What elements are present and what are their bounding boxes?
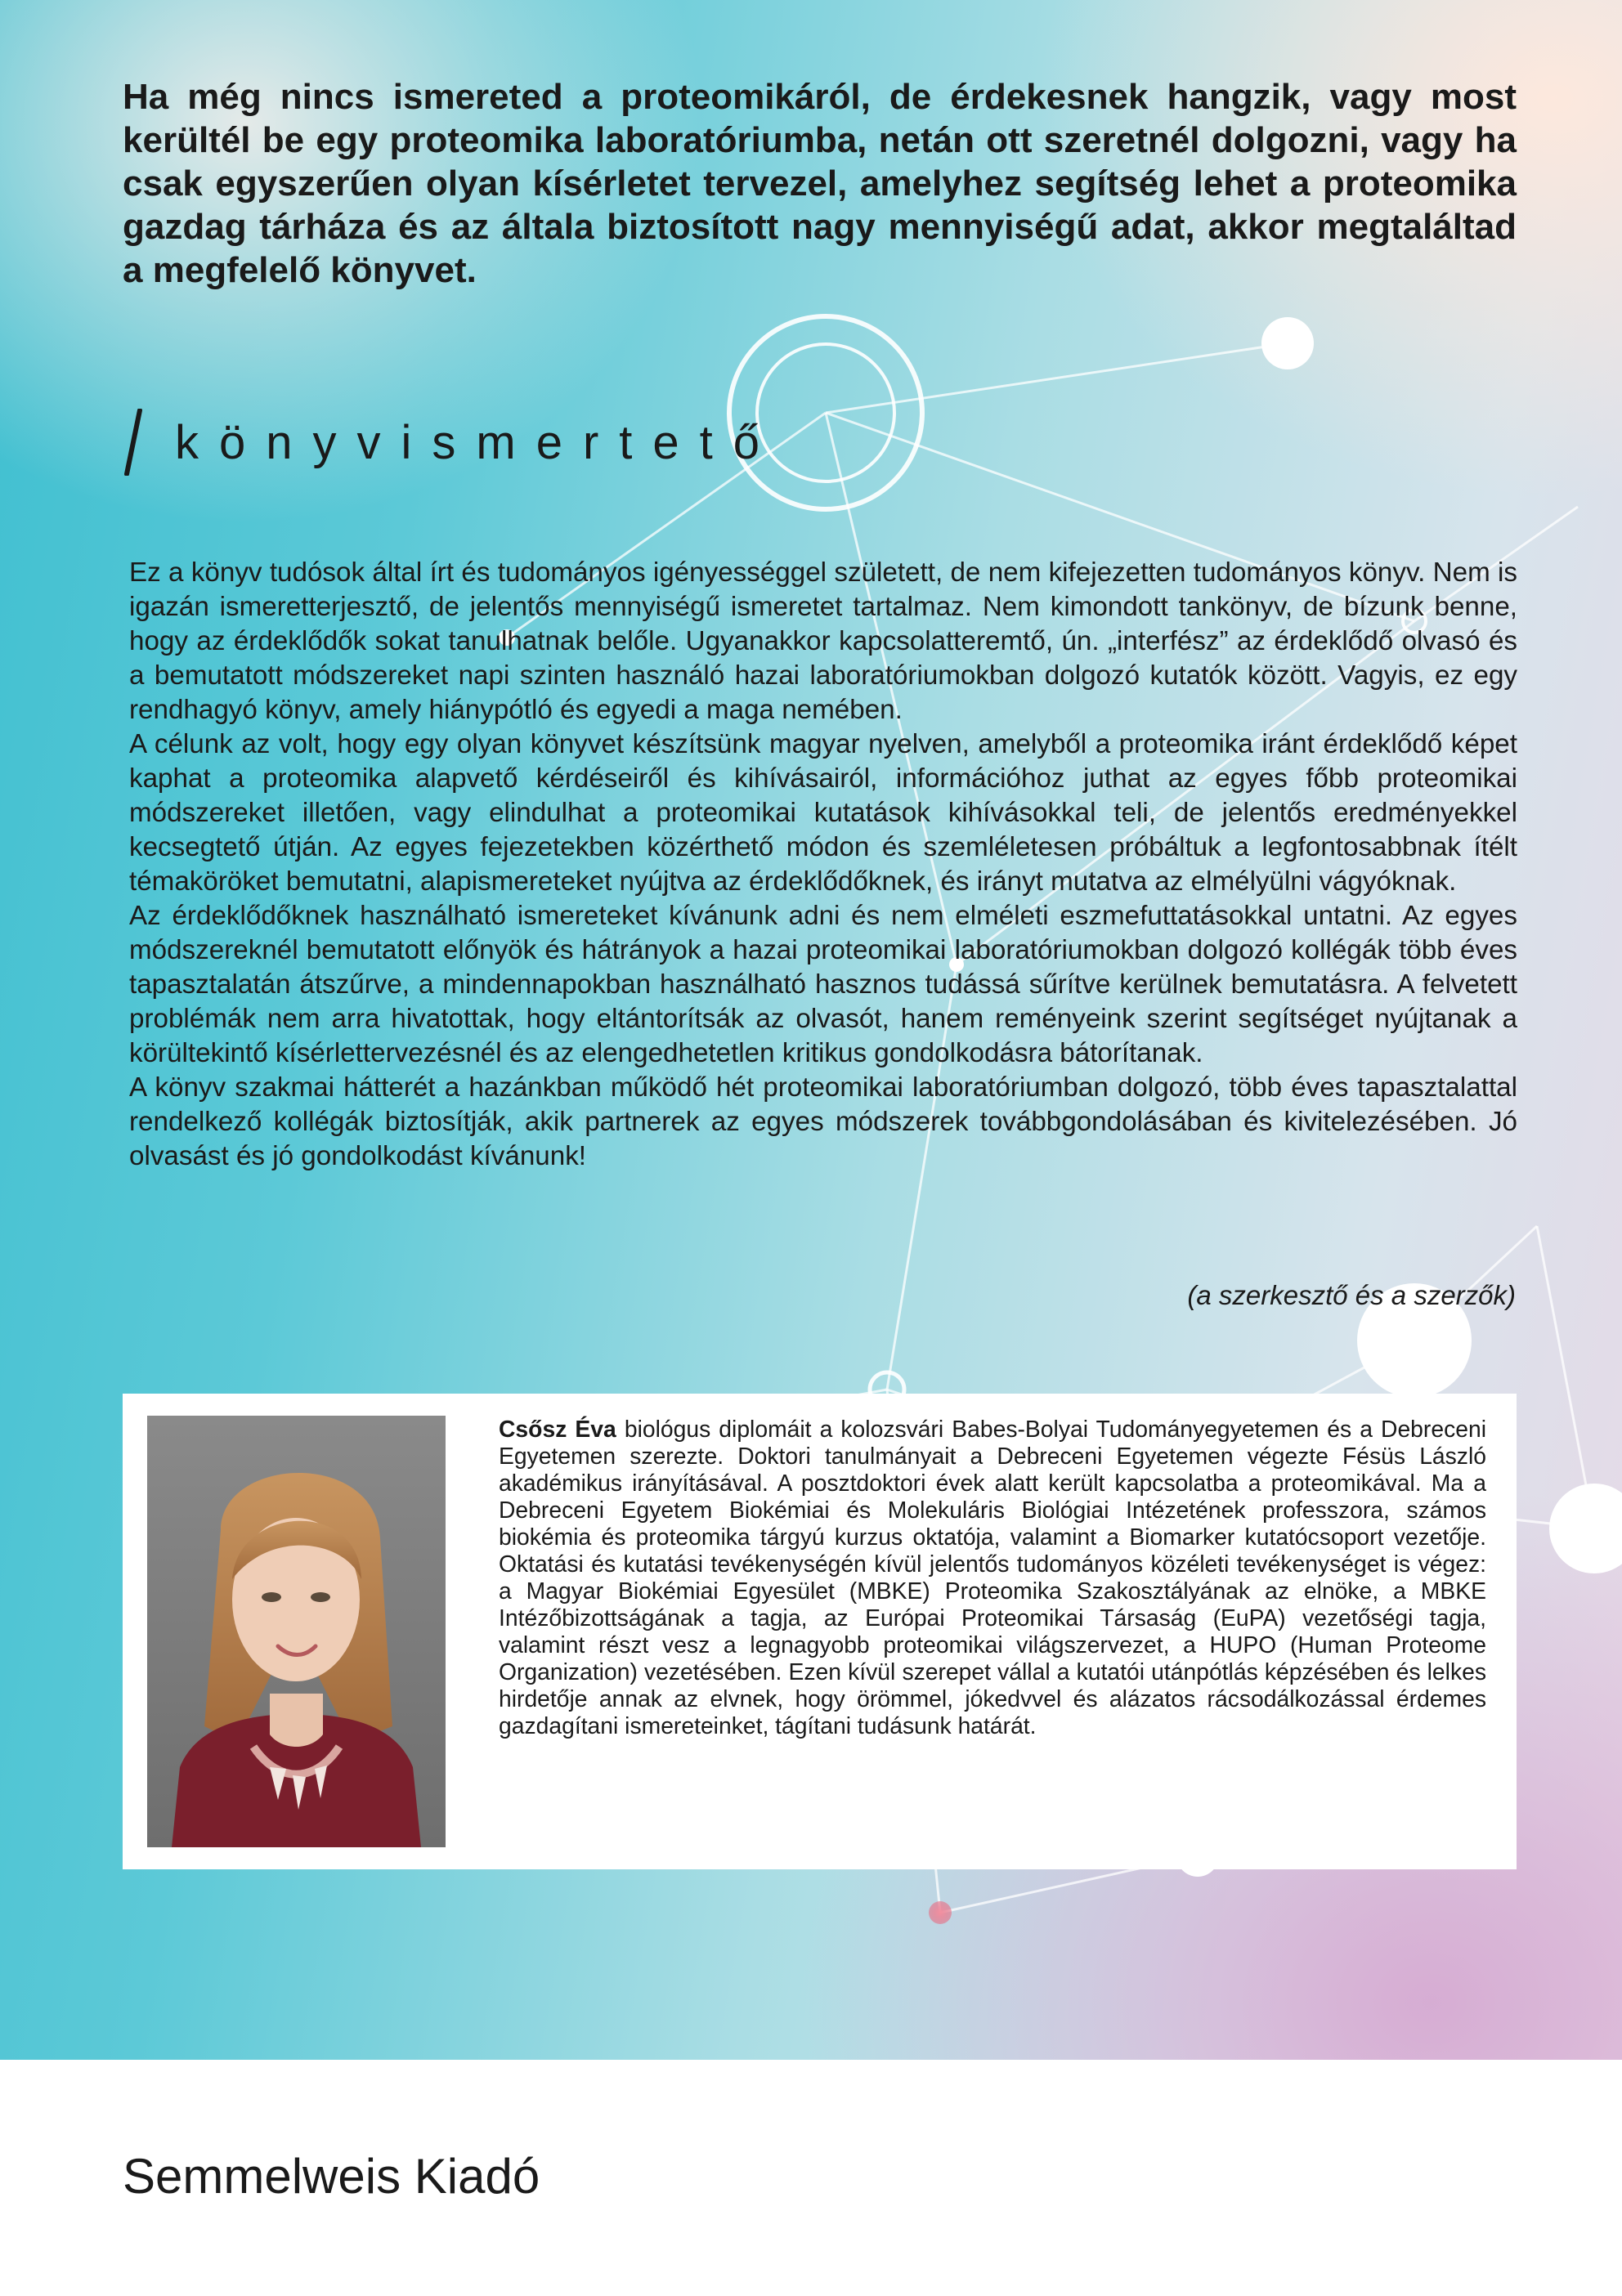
- review-paragraph-2: A célunk az volt, hogy egy olyan könyvet készítsünk magyar nyelven, amelyből a proteomika iránt érdeklődő képet kaphat a proteomika alapvető kérdéseiről és kihívásairól, információhoz juthat az egyes főbb proteomikai módszereket illetően, vagy elindulhat a proteomikai kutatások kihívásokkal teli, de jelentős eredményekkel kecsegtető útján. Az egyes fejezetekben közérthető módon és szemléletesen próbáltuk a legfontosabbnak ítélt témaköröket bemutatni, alapismereteket nyújtva az érdeklődőknek, és irányt mutatva az elmélyülni vágyóknak.: [129, 729, 1517, 897]
- pink-node: [929, 1901, 952, 1924]
- author-name: Csősz Éva: [499, 1416, 616, 1442]
- author-bio: [499, 1416, 1486, 1739]
- section-heading-text: könyvismertető: [175, 415, 781, 469]
- review-signature: (a szerkesztő és a szerzők): [1187, 1280, 1516, 1310]
- slash-icon: [124, 409, 142, 476]
- review-paragraph-4: A könyv szakmai hátterét a hazánkban működő hét proteomikai laboratóriumban dolgozó, több éves tapasztalattal rendelkező kollégák biztosítják, akik partnerek az egyes módszerek továbbgondolásában és kivitelezésében. Jó olvasást és jó gondolkodást kívánunk!: [129, 1072, 1517, 1171]
- author-bio-text: biológus diplomáit a kolozsvári Babes-Bolyai Tudományegyetemen és a Debreceni Egyetemen szerezte. Doktori tanulmányait a Debreceni Egyetemen végezte Fésüs László akadémikus irányításával. A posztdoktori évek alatt került kapcsolatba a proteomikával. Ma a Debreceni Egyetem Biokémiai és Molekuláris Biológiai Intézetének professzora, számos biokémia és proteomika tárgyú kurzus oktatója, valamint a Biomarker kutatócsoport vezetője. Oktatási és kutatási tevékenységén kívül jelentős tudományos közéleti tevékenységet is végez: a Magyar Biokémiai Egyesület (MBKE) Proteomika Szakosztályának az elnöke, a MBKE Intézőbizottságának a tagja, az Európai Proteomikai Társaság (EuPA) vezetőségi tagja, valamint részt vesz a legnagyobb proteomikai világszervezet, a HUPO (Human Proteome Organization) vezetésében. Ezen kívül szerepet vállal a kutatói utánpótlás képzésében és lelkes hirdetője annak az elvnek, hogy örömmel, jókedvvel és alázatos rácsodálkozással érdemes gazdagítani ismereteinket, tágítani tudásunk határát.: [499, 1416, 1486, 1739]
- review-paragraph-3: Az érdeklődőknek használható ismereteket kívánunk adni és nem elméleti eszmefuttatásokkal untatni. Az egyes módszereknél bemutatott előnyök és hátrányok a hazai proteomikai laboratóriumokban dolgozó kollégák több éves tapasztalatán átszűrve, a mindennapokban használható hasznos tudássá sűrítve kerülnek bemutatásra. A felvetett problémák nem arra hivatottak, hogy eltántorítsák az olvasót, hanem reményeink szerint segítséget nyújtanak a körültekintő kísérlettervezésnél és az elengedhetetlen kritikus gondolkodásra bátorítanak.: [129, 901, 1517, 1068]
- review-paragraph-1: Ez a könyv tudósok által írt és tudományos igényességgel született, de nem kifejezetten tudományos könyv. Nem is igazán ismeretterjesztő, de jelentős mennyiségű ismeretet tartalmaz. Nem kimondott tankönyv, de bízunk benne, hogy az érdeklődők sokat tanulhatnak belőle. Ugyanakkor kapcsolatteremtő, ún. „interfész” az érdeklődő olvasó és a bemutatott módszereket napi szinten használó hazai laboratóriumokban dolgozó kutatók között. Vagyis, ez egy rendhagyó könyv, amely hiánypótló és egyedi a maga nemében.: [129, 557, 1517, 725]
- publisher-name: Semmelweis Kiadó: [123, 2149, 540, 2204]
- intro-paragraph: Ha még nincs ismereted a proteomikáról, de érdekesnek hangzik, vagy most kerültél be egy proteomika laboratóriumba, netán ott szeretnél dolgozni, vagy ha csak egyszerűen olyan kísérletet tervezel, amelyhez segítség lehet a proteomika gazdag tárháza és az általa biztosított nagy mennyiségű adat, akkor megtaláltad a megfelelő könyvet.: [123, 77, 1517, 290]
- book-review: [129, 556, 1517, 1174]
- author-portrait: [147, 1416, 446, 1847]
- author-panel: [123, 1394, 1517, 1869]
- section-heading: [124, 409, 780, 476]
